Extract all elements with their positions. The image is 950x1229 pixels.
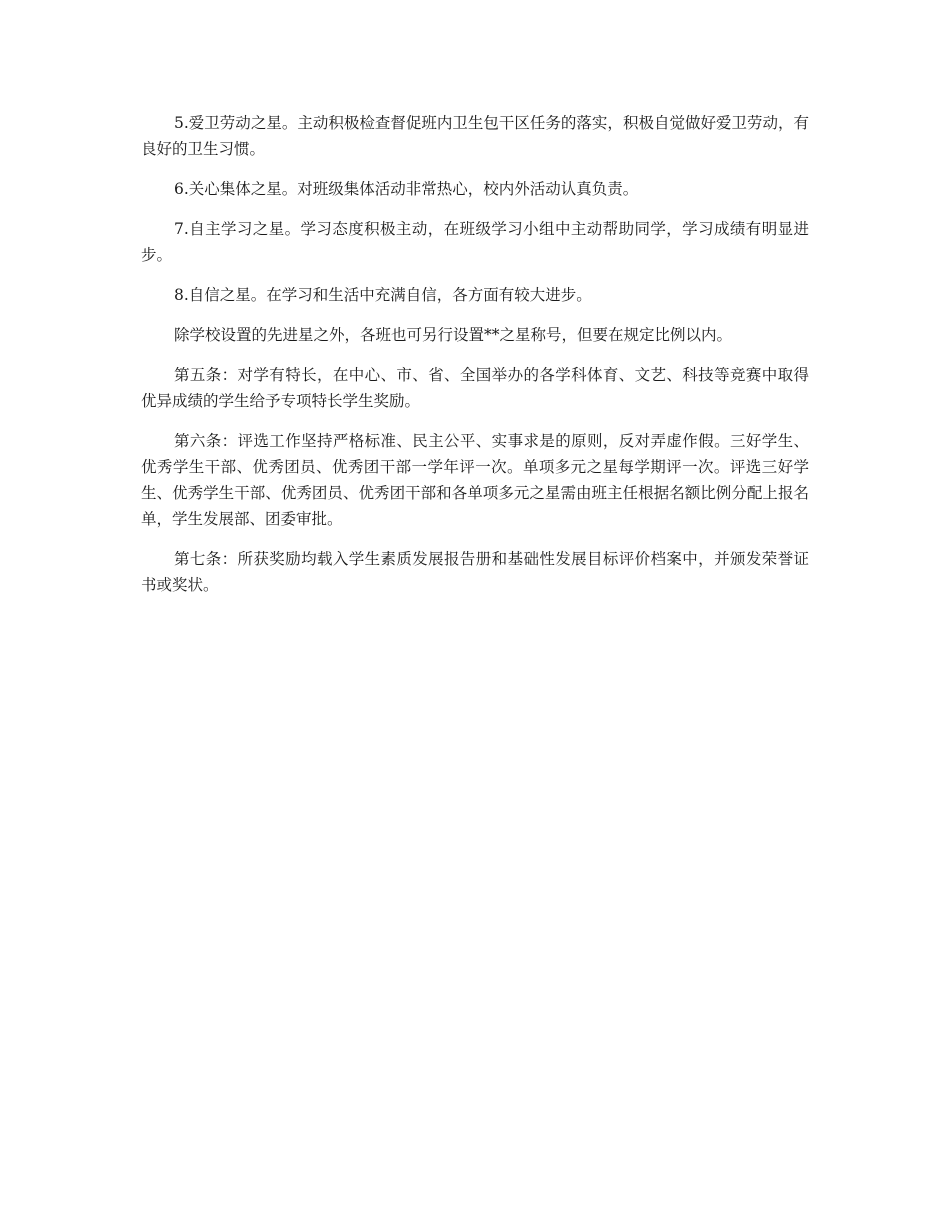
document-page (141, 110, 809, 612)
paragraph-class-stars: 除学校设置的先进星之外，各班也可另行设置**之星称号，但要在规定比例以内。 (174, 326, 733, 344)
paragraph-article-6: 第六条：评选工作坚持严格标准、民主公平、实事求是的原则，反对弄虚作假。三好学生、优秀学生干部、优秀团员、优秀团干部一学年评一次。单项多元之星每学期评一次。评选三好学生、优秀学生干部、优秀团员、优秀团干部和各单项多元之星需由班主任根据名额比例分配上报名单，学生发展部、团委审批。 (141, 432, 809, 528)
paragraph-star-confidence: 8.自信之星。在学习和生活中充满自信，各方面有较大进步。 (174, 286, 592, 304)
paragraph-article-7: 第七条：所获奖励均载入学生素质发展报告册和基础性发展目标评价档案中，并颁发荣誉证书或奖状。 (141, 550, 809, 594)
paragraph-star-collective: 6.关心集体之星。对班级集体活动非常热心，校内外活动认真负责。 (174, 180, 639, 198)
paragraph-star-hygiene: 5.爱卫劳动之星。主动积极检查督促班内卫生包干区任务的落实，积极自觉做好爱卫劳动，有良好的卫生习惯。 (141, 114, 809, 158)
paragraph-article-5: 第五条：对学有特长，在中心、市、省、全国举办的各学科体育、文艺、科技等竞赛中取得优异成绩的学生给予专项特长学生奖励。 (141, 366, 809, 410)
paragraph-star-self-study: 7.自主学习之星。学习态度积极主动，在班级学习小组中主动帮助同学，学习成绩有明显进步。 (141, 220, 809, 264)
